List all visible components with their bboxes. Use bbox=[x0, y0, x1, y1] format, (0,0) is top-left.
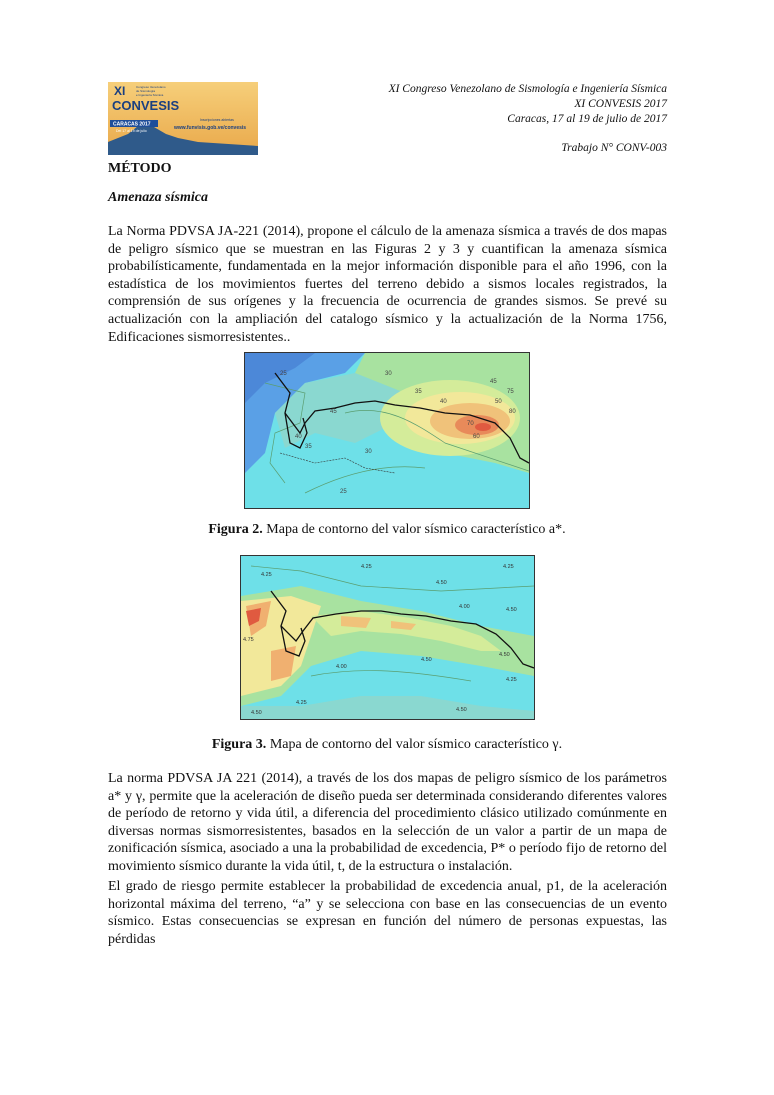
fig2-contour-label: 40 bbox=[295, 434, 302, 440]
fig3-contour-label: 4.25 bbox=[506, 677, 517, 683]
fig3-contour-label: 4.50 bbox=[436, 580, 447, 586]
section-title: MÉTODO bbox=[108, 161, 172, 176]
fig2-contour-label: 60 bbox=[473, 434, 480, 440]
svg-text:e Ingeniería Sísmica: e Ingeniería Sísmica bbox=[136, 93, 164, 97]
header-conference: XI Congreso Venezolano de Sismología e Ingeniería Sísmica bbox=[388, 83, 667, 95]
subsection-title: Amenaza sísmica bbox=[108, 190, 208, 205]
figure-3-caption-text: Mapa de contorno del valor sísmico característico γ. bbox=[266, 737, 563, 752]
fig3-contour-label: 4.50 bbox=[499, 652, 510, 658]
fig2-contour-label: 50 bbox=[495, 399, 502, 405]
fig3-contour-label: 4.75 bbox=[243, 637, 254, 643]
figure-2-caption bbox=[0, 522, 774, 538]
fig2-contour-label: 70 bbox=[467, 421, 474, 427]
logo-dates: Del 17 al 19 de julio bbox=[116, 129, 147, 133]
svg-text:Congreso Venezolano: Congreso Venezolano bbox=[136, 85, 166, 89]
figure-3-map bbox=[240, 555, 535, 720]
figure-2-caption-text: Mapa de contorno del valor sísmico característico a*. bbox=[262, 522, 566, 537]
fig3-contour-label: 4.50 bbox=[251, 710, 262, 716]
figure-2-map bbox=[244, 352, 530, 509]
fig2-contour-label: 25 bbox=[340, 489, 347, 495]
fig2-contour-label: 25 bbox=[280, 371, 287, 377]
figure-3-caption bbox=[0, 737, 774, 753]
paragraph-1: La Norma PDVSA JA-221 (2014), propone el cálculo de la amenaza sísmica a través de dos mapas de peligro sísmico que se muestran en las Figuras 2 y 3 y cuantifican la amenaza sísmica probabilísticamente, fundamentada en la mejor información disponible para el año 1996, con la estadística de los movimientos fuertes del terreno debido a sismos locales registrados, la comprensión de sus orígenes y la frecuencia de ocurrencia de grandes sismos. Se prevé su actualización con la ampliación del catalogo sísmico y la actualización de la Norma 1756, Edificaciones sismorresistentes.. bbox=[108, 224, 667, 345]
fig2-contour-label: 75 bbox=[507, 389, 514, 395]
fig2-contour-label: 30 bbox=[385, 371, 392, 377]
svg-text:de Sismología: de Sismología bbox=[136, 89, 156, 93]
fig3-contour-label: 4.00 bbox=[336, 664, 347, 670]
logo-line1: XI bbox=[114, 84, 126, 98]
fig3-contour-label: 4.50 bbox=[421, 657, 432, 663]
figure-2-label: Figura 2. bbox=[208, 522, 263, 537]
logo-url: www.funvisis.gob.ve/convesis bbox=[174, 125, 247, 131]
logo-line2: CONVESIS bbox=[112, 98, 180, 113]
fig3-contour-label: 4.25 bbox=[296, 700, 307, 706]
fig2-contour-label: 80 bbox=[509, 409, 516, 415]
header-acronym: XI CONVESIS 2017 bbox=[574, 98, 667, 110]
header-paper-id: Trabajo N° CONV-003 bbox=[561, 142, 667, 154]
logo-tagline: Inscripciones abiertas bbox=[200, 118, 234, 122]
fig3-contour-label: 4.25 bbox=[503, 564, 514, 570]
fig2-contour-label: 40 bbox=[440, 399, 447, 405]
fig2-contour-label: 30 bbox=[365, 449, 372, 455]
fig3-contour-label: 4.00 bbox=[459, 604, 470, 610]
paragraph-3: El grado de riesgo permite establecer la probabilidad de excedencia anual, p1, de la aceleración horizontal máxima del terreno, “a” y se selecciona con base en las consecuencias de un evento sísmico. Estas consecuencias se expresan en función del número de personas expuestas, las pérdidas bbox=[108, 879, 667, 947]
fig2-contour-label: 35 bbox=[305, 444, 312, 450]
logo-banner: CARACAS 2017 bbox=[113, 121, 151, 128]
fig2-contour-label: 45 bbox=[330, 409, 337, 415]
paragraph-2: La norma PDVSA JA 221 (2014), a través de los dos mapas de peligro sísmico de los parámetros a* y γ, permite que la aceleración de diseño pueda ser determinada considerando diferentes valores de período de retorno y vida útil, a diferencia del procedimiento clásico utilizado comúnmente en diversas normas sismorresistentes, basados en la selección de un valor a partir de un mapa de zonificación sísmica, asociado a una la probabilidad de excedencia, P* o período fijo de retorno del movimiento sísmico durante la vida útil, t, de la estructura o instalación. bbox=[108, 771, 667, 874]
fig3-contour-label: 4.25 bbox=[261, 572, 272, 578]
figure-3-label: Figura 3. bbox=[211, 737, 267, 752]
fig3-contour-label: 4.50 bbox=[506, 607, 517, 613]
fig3-contour-label: 4.50 bbox=[456, 707, 467, 713]
running-header bbox=[287, 82, 667, 156]
header-place-date: Caracas, 17 al 19 de julio de 2017 bbox=[507, 113, 667, 125]
fig3-contour-label: 4.25 bbox=[361, 564, 372, 570]
fig2-contour-label: 45 bbox=[490, 379, 497, 385]
convesis-logo bbox=[108, 82, 258, 155]
fig2-contour-label: 35 bbox=[415, 389, 422, 395]
